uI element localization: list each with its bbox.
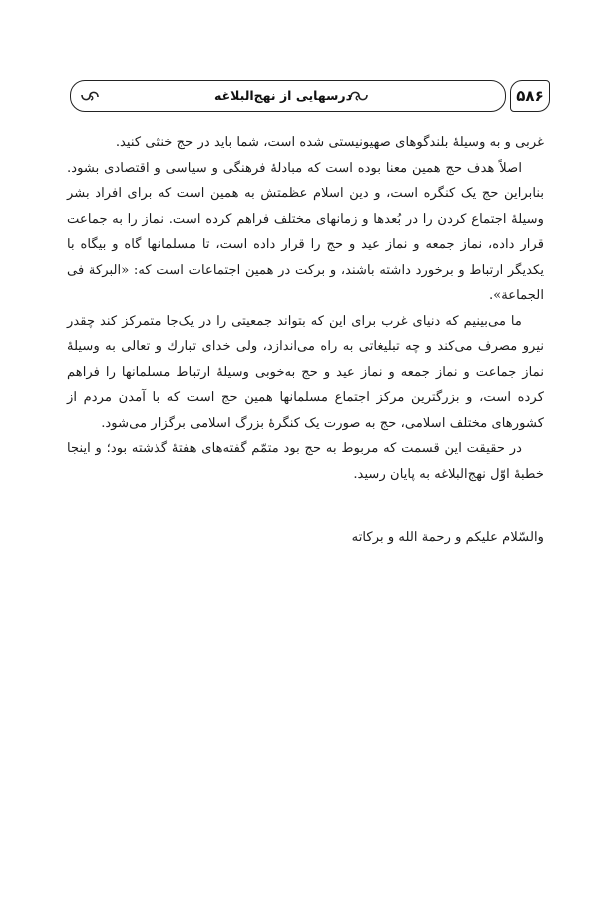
body-text xyxy=(67,130,544,551)
page-number: ۵۸۶ xyxy=(516,87,544,105)
spacer xyxy=(67,487,544,525)
paragraph-1: غربی و به وسیلهٔ بلندگوهای صهیونیستی شده است، شما باید در حج خنثی کنید. xyxy=(115,135,544,150)
page-number-box xyxy=(510,80,550,112)
paragraph-2: اصلاً هدف حج همین معنا بوده است که مبادلهٔ فرهنگی و سیاسی و اقتصادی بشود. بنابراین حج یک کنگره است، و دین اسلام عظمتش به همین است که برای افراد بشر وسیلهٔ اجتماع کردن را در بُعدها و زمانهای مختلف فراهم کرده است. نماز را به جماعت قرار داده، نماز جمعه و نماز عید و حج را قرار داده است، تا مسلمانها گاه و بیگاه با یکدیگر ارتباط و برخورد داشته باشند، و برکت در همین اجتماعات است که: «البرکة فی الجماعة». xyxy=(67,160,544,303)
ornament-icon xyxy=(78,87,102,105)
running-title: درسهایی از نهج‌البلاغه xyxy=(213,88,353,103)
ornament-icon xyxy=(347,87,371,105)
closing-salutation: والسّلام علیکم و رحمة الله و برکاته xyxy=(351,530,544,545)
paragraph-3: ما می‌بینیم که دنیای غرب برای این که بتواند جمعیتی را در یک‌جا متمرکز کند چقدر نیرو مصرف می‌کند و چه تبلیغاتی به راه می‌اندازد، ولی خدای تبارك و تعالی به وسیلهٔ نماز جماعت و نماز جمعه و نماز عید و حج به‌خوبی وسیلهٔ ارتباط مسلمانها را فراهم کرده است، و بزرگترین مرکز اجتماع مسلمانها همین حج است که با آمدن مردم از کشورهای مختلف اسلامی، حج به صورت یک کنگرهٔ بزرگ اسلامی برگزار می‌شود. xyxy=(67,313,544,431)
paragraph-4: در حقیقت این قسمت که مربوط به حج بود متمّم گفته‌های هفتهٔ گذشته بود؛ و اینجا خطبهٔ اوّل نهج‌البلاغه به پایان رسید. xyxy=(67,441,544,482)
